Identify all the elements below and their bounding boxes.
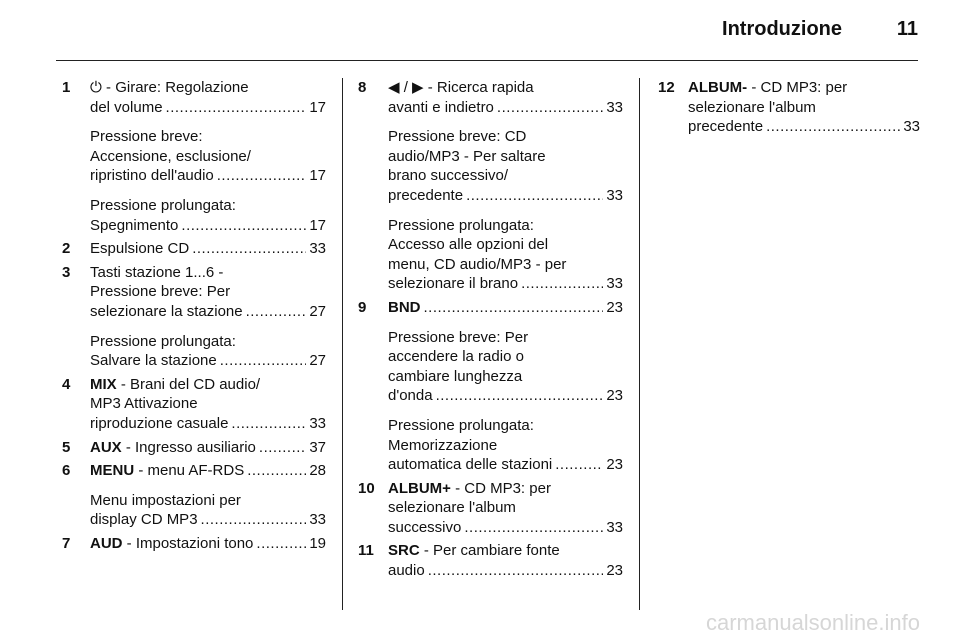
leader-text <box>90 239 189 259</box>
item-number: 7 <box>62 534 71 552</box>
leader-dots <box>436 386 604 406</box>
line-text: - Brani del CD audio/ <box>116 375 261 393</box>
page-reference: 33 <box>309 240 326 258</box>
list-item <box>62 375 326 434</box>
item-number: 4 <box>62 375 71 393</box>
page-reference: 23 <box>606 562 623 580</box>
list-item <box>358 479 623 538</box>
item-body <box>90 534 326 554</box>
leader-line <box>90 461 326 481</box>
text-line <box>388 498 623 518</box>
text-line <box>90 127 326 147</box>
leader-dots <box>466 186 603 206</box>
entry-text: Spegnimento <box>90 216 179 234</box>
leader-dots <box>256 534 306 554</box>
line-text: Pressione prolungata: <box>90 332 236 350</box>
leader-dots <box>166 98 307 118</box>
leader-text <box>388 98 494 118</box>
item-number: 10 <box>358 479 375 497</box>
page-reference: 27 <box>309 352 326 370</box>
item-paragraph <box>90 491 326 530</box>
leader-line <box>688 117 920 137</box>
leader-dots <box>220 351 307 371</box>
leader-dots <box>428 561 604 581</box>
item-paragraph <box>388 216 623 294</box>
text-line <box>388 347 623 367</box>
list-item <box>658 78 920 137</box>
item-paragraph <box>388 328 623 406</box>
page-number: 11 <box>896 18 918 40</box>
watermark: carmanualsonline.info <box>705 610 920 635</box>
entry-text: del volume <box>90 98 163 116</box>
text-line <box>388 147 623 167</box>
item-paragraph <box>90 196 326 235</box>
leader-text <box>90 438 256 458</box>
leader-dots <box>766 117 900 137</box>
entry-text: avanti e indietro <box>388 98 494 116</box>
list-item <box>62 263 326 371</box>
line-text: Pressione prolungata: <box>90 196 236 214</box>
leader-line <box>388 98 623 118</box>
text-line <box>90 282 326 302</box>
line-text: Tasti stazione 1...6 - <box>90 263 224 281</box>
item-paragraph <box>90 239 326 259</box>
list-item <box>62 438 326 458</box>
leader-text <box>388 518 461 538</box>
entry-text: precedente <box>688 118 764 136</box>
entry-text: riproduzione casuale <box>90 414 229 432</box>
line-text: Pressione prolungata: <box>388 416 534 434</box>
line-text: Pressione prolungata: <box>388 216 534 234</box>
leader-text <box>90 510 198 530</box>
line-text: - CD MP3: per <box>450 479 551 497</box>
leader-text <box>90 166 214 186</box>
entry-text: - Impostazioni tono <box>122 534 254 552</box>
leader-line <box>388 455 623 475</box>
leader-dots <box>231 414 306 434</box>
leader-line <box>90 438 326 458</box>
line-text: Pressione breve: Per <box>90 283 231 301</box>
leader-text <box>90 534 253 554</box>
leader-text <box>90 98 163 118</box>
entry-text: precedente <box>388 186 464 204</box>
item-body <box>388 541 623 580</box>
line-text: Memorizzazione <box>388 436 498 454</box>
item-paragraph <box>388 541 623 580</box>
text-line <box>388 436 623 456</box>
line-text: selezionare l'album <box>388 499 516 517</box>
page-reference: 33 <box>309 511 326 529</box>
text-line <box>388 78 623 98</box>
item-paragraph <box>388 78 623 117</box>
item-paragraph <box>388 298 623 318</box>
leader-text <box>388 455 552 475</box>
item-paragraph <box>90 78 326 117</box>
leader-dots <box>555 455 603 475</box>
item-number: 11 <box>358 542 374 560</box>
page-reference: 17 <box>309 216 326 234</box>
text-line <box>388 216 623 236</box>
column-divider <box>639 78 640 610</box>
leader-line <box>90 98 326 118</box>
power-icon: ⏻ <box>90 79 102 96</box>
text-line <box>388 328 623 348</box>
leader-line <box>90 510 326 530</box>
key-label: AUX <box>90 438 122 456</box>
leader-text <box>388 386 433 406</box>
page-reference: 33 <box>606 98 623 116</box>
line-text: - Per cambiare fonte <box>419 542 560 560</box>
item-number: 1 <box>62 79 71 96</box>
item-paragraph <box>90 332 326 371</box>
item-body <box>90 78 326 235</box>
text-line <box>90 196 326 216</box>
key-label: BND <box>388 298 421 316</box>
leader-dots <box>181 216 306 236</box>
page-reference: 23 <box>606 387 623 405</box>
item-paragraph <box>388 479 623 538</box>
leader-line <box>388 298 623 318</box>
item-number: 2 <box>62 240 71 258</box>
leader-dots <box>497 98 603 118</box>
line-text: accendere la radio o <box>388 348 524 366</box>
line-text: Pressione breve: CD <box>388 128 527 146</box>
text-line <box>388 367 623 387</box>
page-title: Introduzione <box>722 18 842 40</box>
item-body <box>90 375 326 434</box>
entry-text: audio <box>388 562 425 580</box>
page-reference: 17 <box>309 167 326 185</box>
item-body <box>388 78 623 294</box>
leader-dots <box>259 438 306 458</box>
page-reference: 28 <box>309 462 326 480</box>
column-2 <box>358 78 623 585</box>
key-label: ALBUM+ <box>388 479 451 497</box>
arrow-left-right-icon: ◀ / ▶ <box>388 79 424 96</box>
text-line <box>90 147 326 167</box>
item-paragraph <box>90 263 326 322</box>
item-paragraph <box>90 375 326 434</box>
header-rule <box>56 60 918 61</box>
leader-text <box>90 461 244 481</box>
item-body <box>388 298 623 475</box>
leader-dots <box>424 298 604 318</box>
line-text: cambiare lunghezza <box>388 367 523 385</box>
page-reference: 17 <box>309 98 326 116</box>
page-reference: 33 <box>903 118 920 136</box>
item-number: 3 <box>62 263 71 281</box>
entry-text: automatica delle stazioni <box>388 456 553 474</box>
item-body <box>90 438 326 458</box>
item-number: 5 <box>62 438 71 456</box>
text-line <box>388 127 623 147</box>
page-reference: 33 <box>606 275 623 293</box>
entry-text: display CD MP3 <box>90 511 198 529</box>
list-item <box>62 239 326 259</box>
entry-text: d'onda <box>388 387 433 405</box>
leader-text <box>388 561 425 581</box>
text-line <box>90 78 326 98</box>
entry-text: Espulsione CD <box>90 240 190 258</box>
list-item <box>62 461 326 530</box>
line-text: audio/MP3 - Per saltare <box>388 147 546 165</box>
leader-line <box>388 386 623 406</box>
list-item <box>62 534 326 554</box>
line-text: Pressione breve: <box>90 128 203 146</box>
line-text: - Girare: Regolazione <box>101 79 249 96</box>
page-reference: 23 <box>606 298 623 316</box>
leader-text <box>688 117 763 137</box>
leader-text <box>388 274 518 294</box>
item-paragraph <box>90 127 326 186</box>
page-reference: 33 <box>606 518 623 536</box>
leader-text <box>388 298 421 318</box>
item-paragraph <box>688 78 920 137</box>
item-paragraph <box>388 416 623 475</box>
entry-text: ripristino dell'audio <box>90 167 214 185</box>
item-body <box>90 461 326 530</box>
leader-line <box>90 534 326 554</box>
list-item <box>358 298 623 475</box>
leader-line <box>90 414 326 434</box>
line-text: menu, CD audio/MP3 - per <box>388 255 567 273</box>
page-reference: 37 <box>309 438 326 456</box>
leader-text <box>90 216 178 236</box>
text-line <box>388 479 623 499</box>
line-text: Accensione, esclusione/ <box>90 147 251 165</box>
item-body <box>90 239 326 259</box>
entry-text: selezionare il brano <box>388 275 519 293</box>
item-body <box>90 263 326 371</box>
item-number: 12 <box>658 79 675 96</box>
leader-dots <box>464 518 603 538</box>
text-line <box>90 394 326 414</box>
leader-line <box>90 216 326 236</box>
column-1 <box>62 78 326 557</box>
leader-line <box>388 561 623 581</box>
item-paragraph <box>90 461 326 481</box>
text-line <box>688 78 920 98</box>
leader-dots <box>521 274 603 294</box>
key-label: ALBUM- <box>688 79 748 96</box>
leader-text <box>90 414 228 434</box>
page-reference: 23 <box>606 456 623 474</box>
page-reference: 27 <box>309 302 326 320</box>
line-text: selezionare l'album <box>688 98 816 116</box>
line-text: Pressione breve: Per <box>388 328 529 346</box>
leader-line <box>388 518 623 538</box>
entry-text: Salvare la stazione <box>90 352 217 370</box>
item-number: 9 <box>358 298 367 316</box>
page-reference: 33 <box>309 414 326 432</box>
entry-text: selezionare la stazione <box>90 302 243 320</box>
entry-text: - menu AF-RDS <box>134 462 245 480</box>
leader-text <box>90 302 243 322</box>
text-line <box>388 416 623 436</box>
item-number: 8 <box>358 79 367 96</box>
line-text: brano successivo/ <box>388 167 509 185</box>
list-item <box>358 541 623 580</box>
leader-line <box>90 302 326 322</box>
leader-line <box>388 274 623 294</box>
text-line <box>688 98 920 118</box>
leader-dots <box>192 239 306 259</box>
line-text: Menu impostazioni per <box>90 491 241 509</box>
page-header <box>0 0 960 62</box>
text-line <box>388 235 623 255</box>
page-reference: 19 <box>309 534 326 552</box>
list-item <box>62 78 326 235</box>
key-label: SRC <box>388 542 420 560</box>
line-text: Accesso alle opzioni del <box>388 236 549 254</box>
key-label: MENU <box>90 462 135 480</box>
key-label: AUD <box>90 534 123 552</box>
text-line <box>90 375 326 395</box>
leader-line <box>90 239 326 259</box>
leader-text <box>388 186 463 206</box>
leader-dots <box>246 302 307 322</box>
column-3 <box>658 78 920 141</box>
leader-line <box>90 166 326 186</box>
list-item <box>358 78 623 294</box>
entry-text: - Ingresso ausiliario <box>121 438 256 456</box>
leader-dots <box>247 461 306 481</box>
text-line <box>388 255 623 275</box>
entry-text: successivo <box>388 518 462 536</box>
line-text: MP3 Attivazione <box>90 395 198 413</box>
text-line <box>90 491 326 511</box>
column-divider <box>342 78 343 610</box>
text-line <box>388 166 623 186</box>
key-label: MIX <box>90 375 117 393</box>
leader-dots <box>201 510 307 530</box>
line-text: - CD MP3: per <box>747 79 848 96</box>
leader-line <box>90 351 326 371</box>
text-line <box>90 332 326 352</box>
text-line <box>90 263 326 283</box>
item-body <box>388 479 623 538</box>
item-paragraph <box>90 438 326 458</box>
text-line <box>388 541 623 561</box>
leader-dots <box>217 166 307 186</box>
item-body <box>688 78 920 137</box>
line-text: - Ricerca rapida <box>423 79 534 96</box>
leader-line <box>388 186 623 206</box>
item-number: 6 <box>62 462 71 480</box>
page-reference: 33 <box>606 186 623 204</box>
item-paragraph <box>90 534 326 554</box>
leader-text <box>90 351 217 371</box>
item-paragraph <box>388 127 623 205</box>
